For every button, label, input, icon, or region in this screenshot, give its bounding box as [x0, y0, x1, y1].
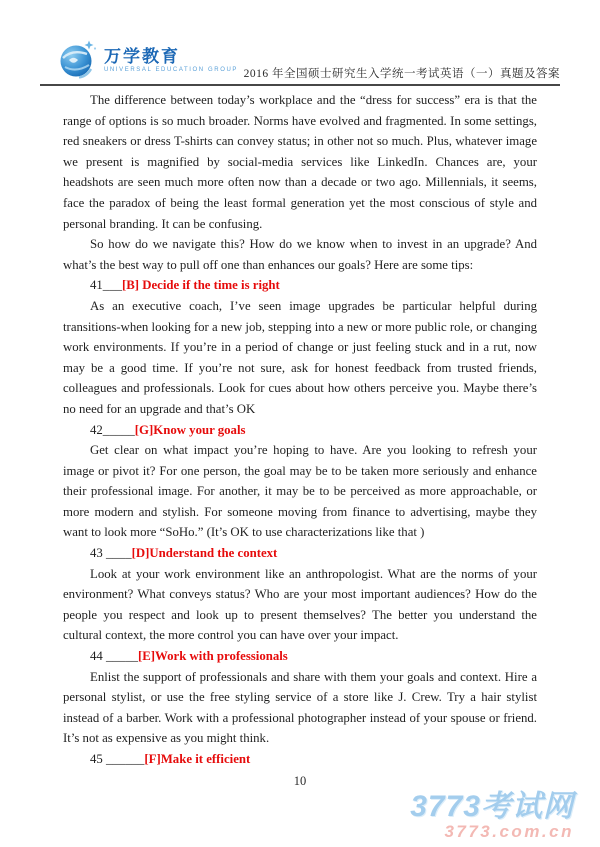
page-number: 10	[293, 774, 307, 788]
logo	[58, 38, 238, 82]
globe-hands-icon	[58, 38, 98, 82]
logo-brand-name: 万学教育	[104, 47, 180, 66]
question-number: 44	[90, 649, 106, 664]
question-heading-44	[63, 646, 537, 667]
answer-blank: ______	[106, 752, 145, 766]
logo-text	[104, 47, 238, 73]
answer-blank: _____	[106, 649, 138, 664]
watermark-site-name: 3773考试网	[410, 790, 574, 823]
section-paragraph: Get clear on what impact you’re hoping to have. Are you looking to refresh your image or pivot it? For one person, the goal may be to be taken more seriously and enhance their professional image. For another, it may be to be perceived as more approachable, or more modern and stylish. For someone moving from finance to advertising, maybe they want to look more “SoHo.” (It’s OK to use characterizations like that )	[63, 443, 537, 540]
answer-label: [B] Decide if the time is right	[122, 278, 280, 293]
logo-brand-subtitle: UNIVERSAL EDUCATION GROUP	[104, 67, 239, 73]
question-number: 42	[90, 422, 103, 437]
answer-blank: _____	[102, 422, 135, 437]
question-number: 41	[90, 278, 103, 293]
section-paragraph: Look at your work environment like an anthropologist. What are the norms of your environment? What conveys status? Who are your most important audiences? How do the people you respect and look up to present themselves? The better you understand the cultural context, the more control you can have over your impact.	[63, 566, 537, 643]
answer-blank: ___	[102, 278, 122, 293]
question-heading-41	[63, 275, 537, 296]
question-number: 45	[90, 752, 106, 766]
exam-title: 2016 年全国硕士研究生入学统一考试英语（一）真题及答案	[243, 68, 560, 80]
answer-label: [F]Make it efficient	[144, 752, 251, 766]
watermark	[410, 792, 574, 841]
intro-paragraph: The difference between today’s workplace and the “dress for success” era is that the range of options is so much broader. Norms have evolved and fragmented. In some settings, red sneakers or dress T-shirts can convey status; in other not so much. Plus, whatever image we present is magnified by social-media services like LinkedIn. Chances are, your headshots are seen much more often now than a decade or two ago. Millennials, it seems, face the paradox of being the least formal generation yet the most conscious of style and personal branding. It can be confusing.	[63, 93, 537, 231]
watermark-site-url: 3773.com.cn	[444, 822, 574, 841]
question-heading-42	[63, 420, 537, 441]
intro-paragraph: So how do we navigate this? How do we know when to invest in an upgrade? And what’s the best way to pull off one than enhances our goals? Here are some tips:	[63, 237, 537, 272]
answer-label: [E]Work with professionals	[138, 649, 288, 664]
answer-label: [D]Understand the context	[131, 546, 278, 561]
document-body	[63, 90, 537, 770]
answer-label: [G]Know your goals	[134, 422, 246, 437]
section-paragraph: Enlist the support of professionals and share with them your goals and context. Hire a personal stylist, or use the free styling service of a store like J. Crew. Try a hair stylist instead of a barber. Work with a professional photographer instead of your spouse or friend. It’s not as expensive as you might think.	[63, 669, 537, 746]
page-header	[40, 36, 560, 86]
answer-blank: ____	[106, 546, 132, 561]
section-paragraph: As an executive coach, I’ve seen image upgrades be particular helpful during transitions-when looking for a new job, stepping into a new or more public role, or changing work environments. If you’re in a period of change or just feeling stuck and in a rut, now may be a good time. If you’re not sure, ask for honest feedback from trusted friends, colleagues and professionals. Look for cues about how others perceive you. Maybe there’s no need for an upgrade and that’s OK	[63, 298, 537, 416]
question-heading-43	[63, 543, 537, 564]
question-heading-45	[63, 749, 537, 770]
question-number: 43	[90, 546, 106, 561]
